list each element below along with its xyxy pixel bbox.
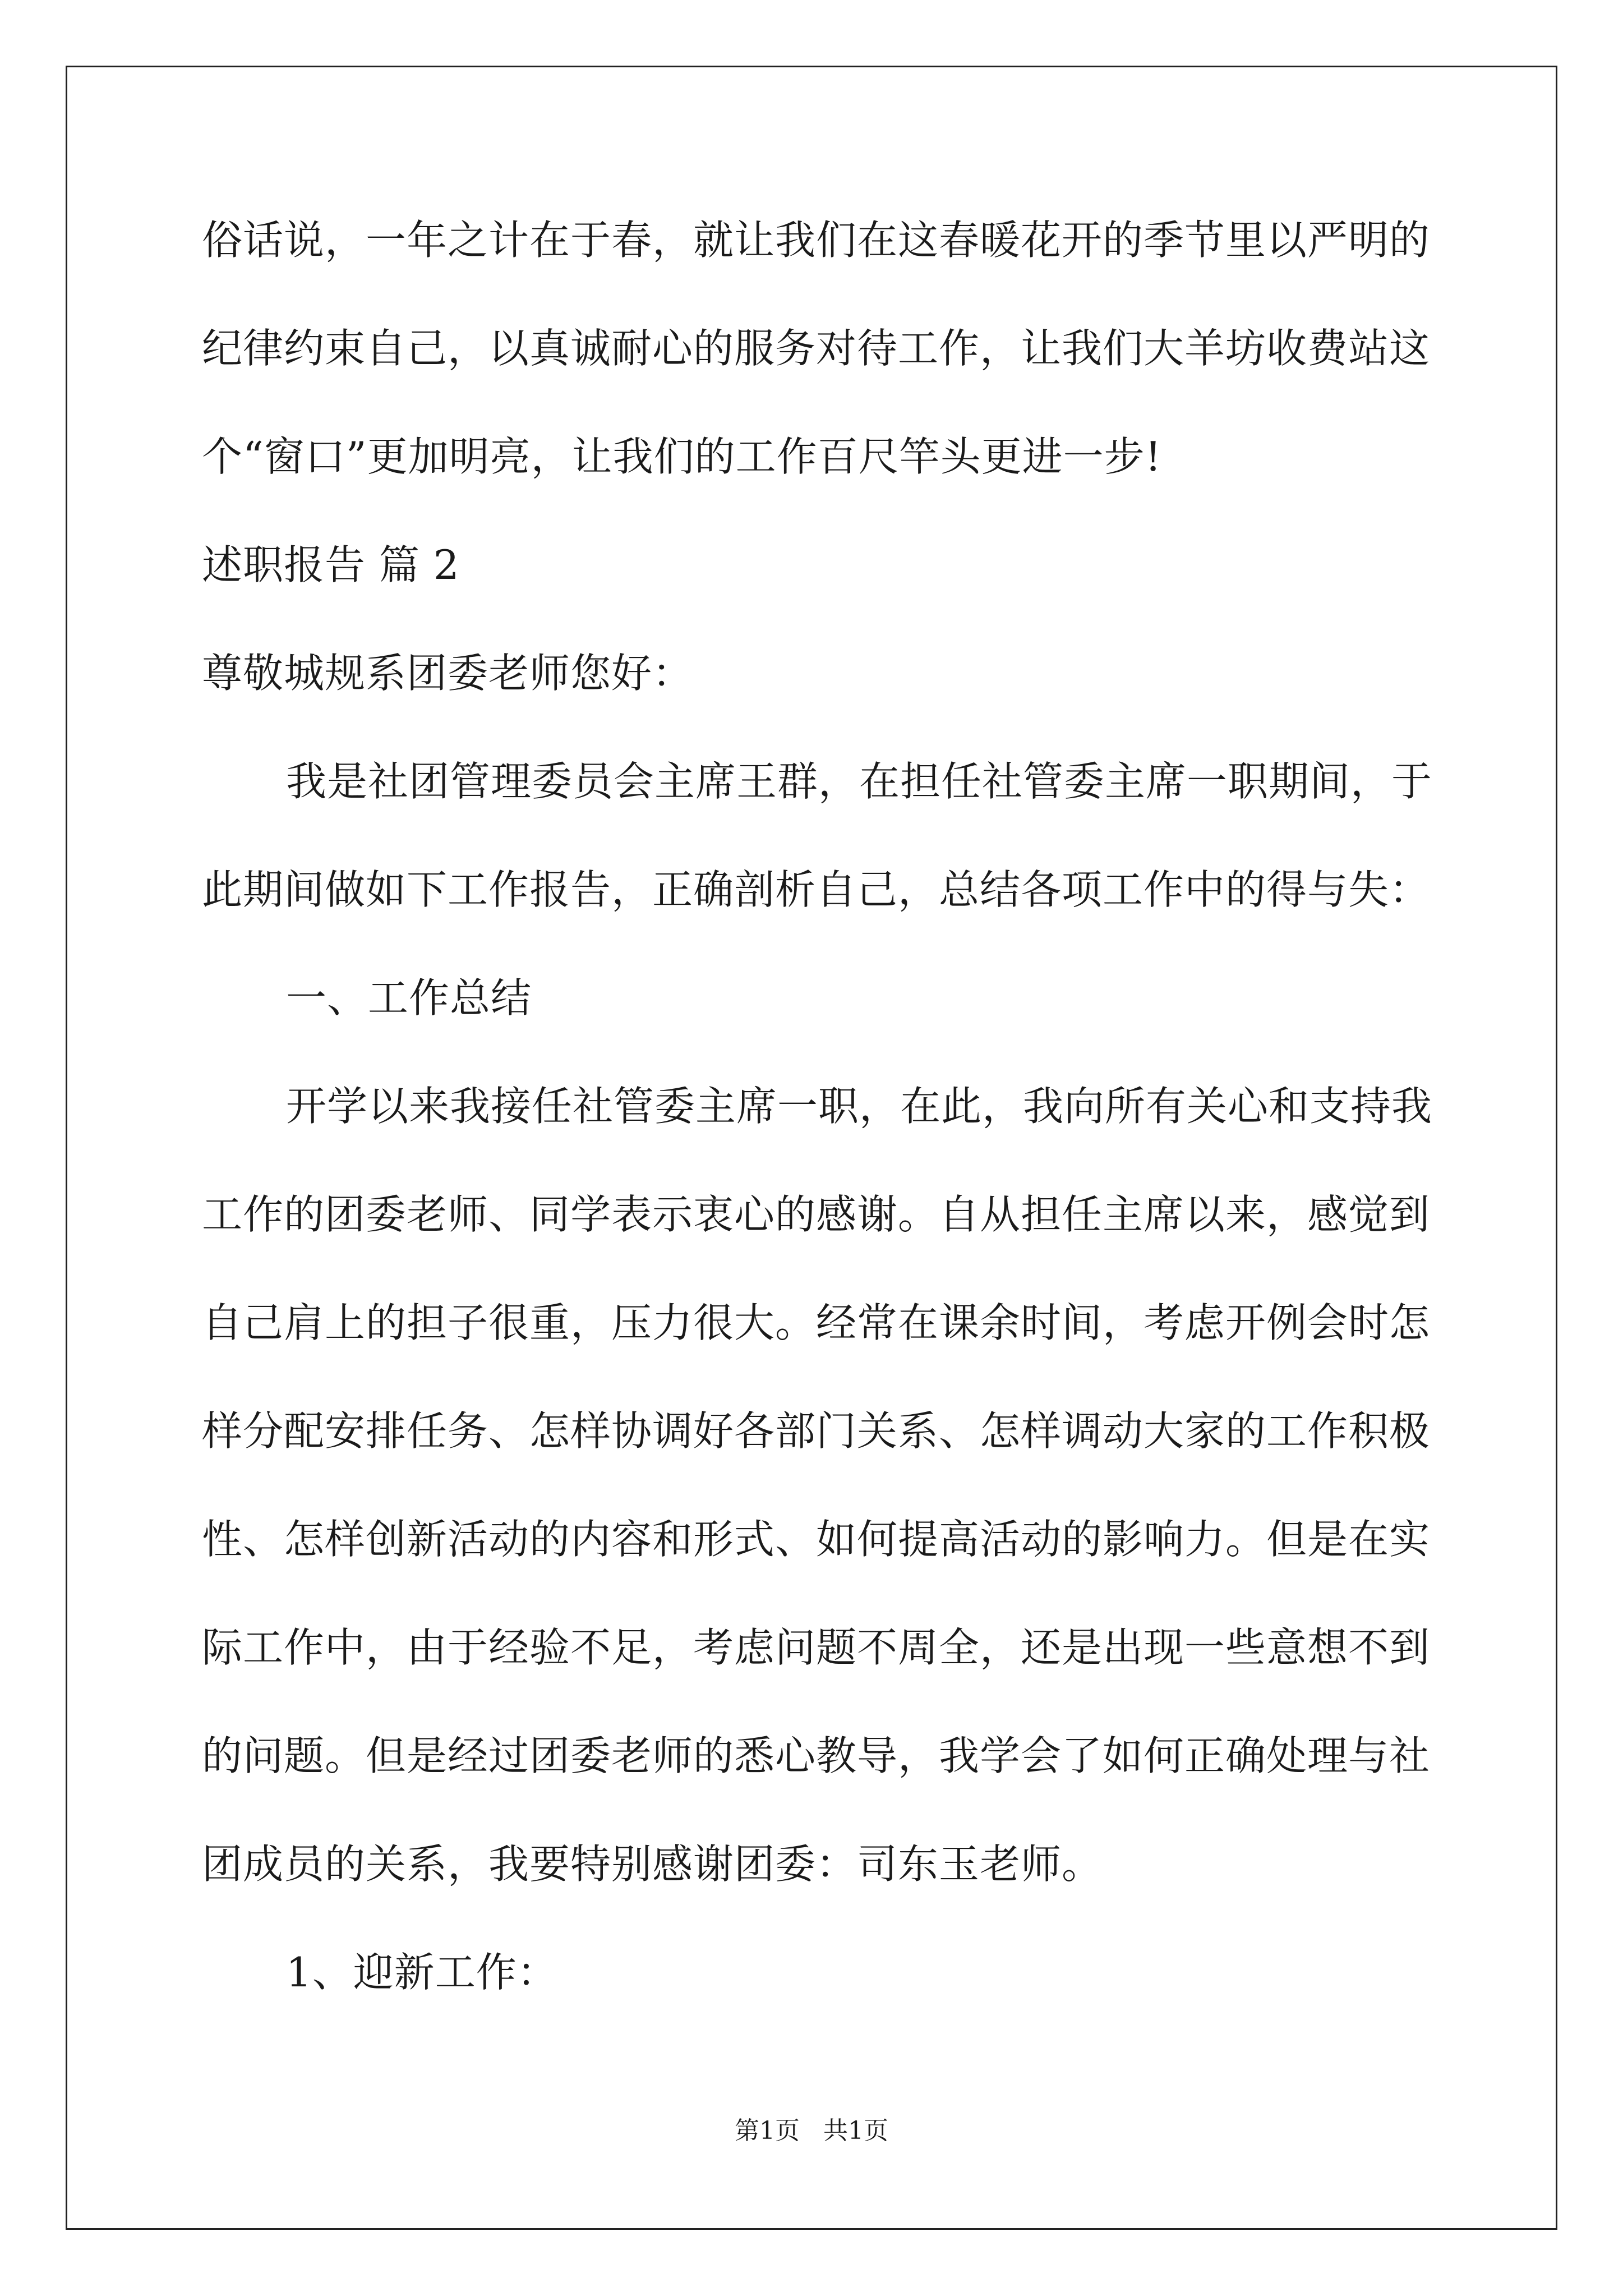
text-line: 个“窗口”更加明亮，让我们的工作百尺竿头更进一步!: [202, 433, 1162, 480]
page-footer: 第1页 共1页: [735, 2116, 888, 2145]
subheading: 一、工作总结: [286, 974, 532, 1022]
text-line: 的问题。但是经过团委老师的悉心教导，我学会了如何正确处理与社: [202, 1732, 1431, 1779]
text-line: 开学以来我接任社管委主席一职，在此，我向所有关心和支持我: [286, 1083, 1433, 1130]
text-line: 工作的团委老师、同学表示衷心的感谢。自从担任主席以来，感觉到: [202, 1191, 1431, 1238]
text-line: 团成员的关系，我要特别感谢团委：司东玉老师。: [202, 1841, 1103, 1888]
salutation: 尊敬城规系团委老师您好：: [202, 650, 694, 697]
subheading: 1、迎新工作：: [286, 1949, 558, 1996]
section-heading: 述职报告 篇 2: [202, 541, 460, 588]
document-body: [202, 217, 1436, 1996]
text-line: 此期间做如下工作报告，正确剖析自己，总结各项工作中的得与失：: [202, 866, 1431, 913]
text-line: 样分配安排任务、怎样协调好各部门关系、怎样调动大家的工作积极: [202, 1407, 1431, 1455]
text-line: 俗话说，一年之计在于春，就让我们在这春暖花开的季节里以严明的: [202, 217, 1431, 264]
text-line: 自己肩上的担子很重，压力很大。经常在课余时间，考虑开例会时怎: [202, 1299, 1431, 1346]
text-line: 性、怎样创新活动的内容和形式、如何提高活动的影响力。但是在实: [202, 1516, 1431, 1563]
text-line: 际工作中，由于经验不足，考虑问题不周全，还是出现一些意想不到: [202, 1624, 1431, 1671]
text-line: 我是社团管理委员会主席王群，在担任社管委主席一职期间，于: [286, 758, 1433, 805]
text-line: 纪律约束自己，以真诚耐心的服务对待工作，让我们大羊坊收费站这: [202, 325, 1431, 372]
